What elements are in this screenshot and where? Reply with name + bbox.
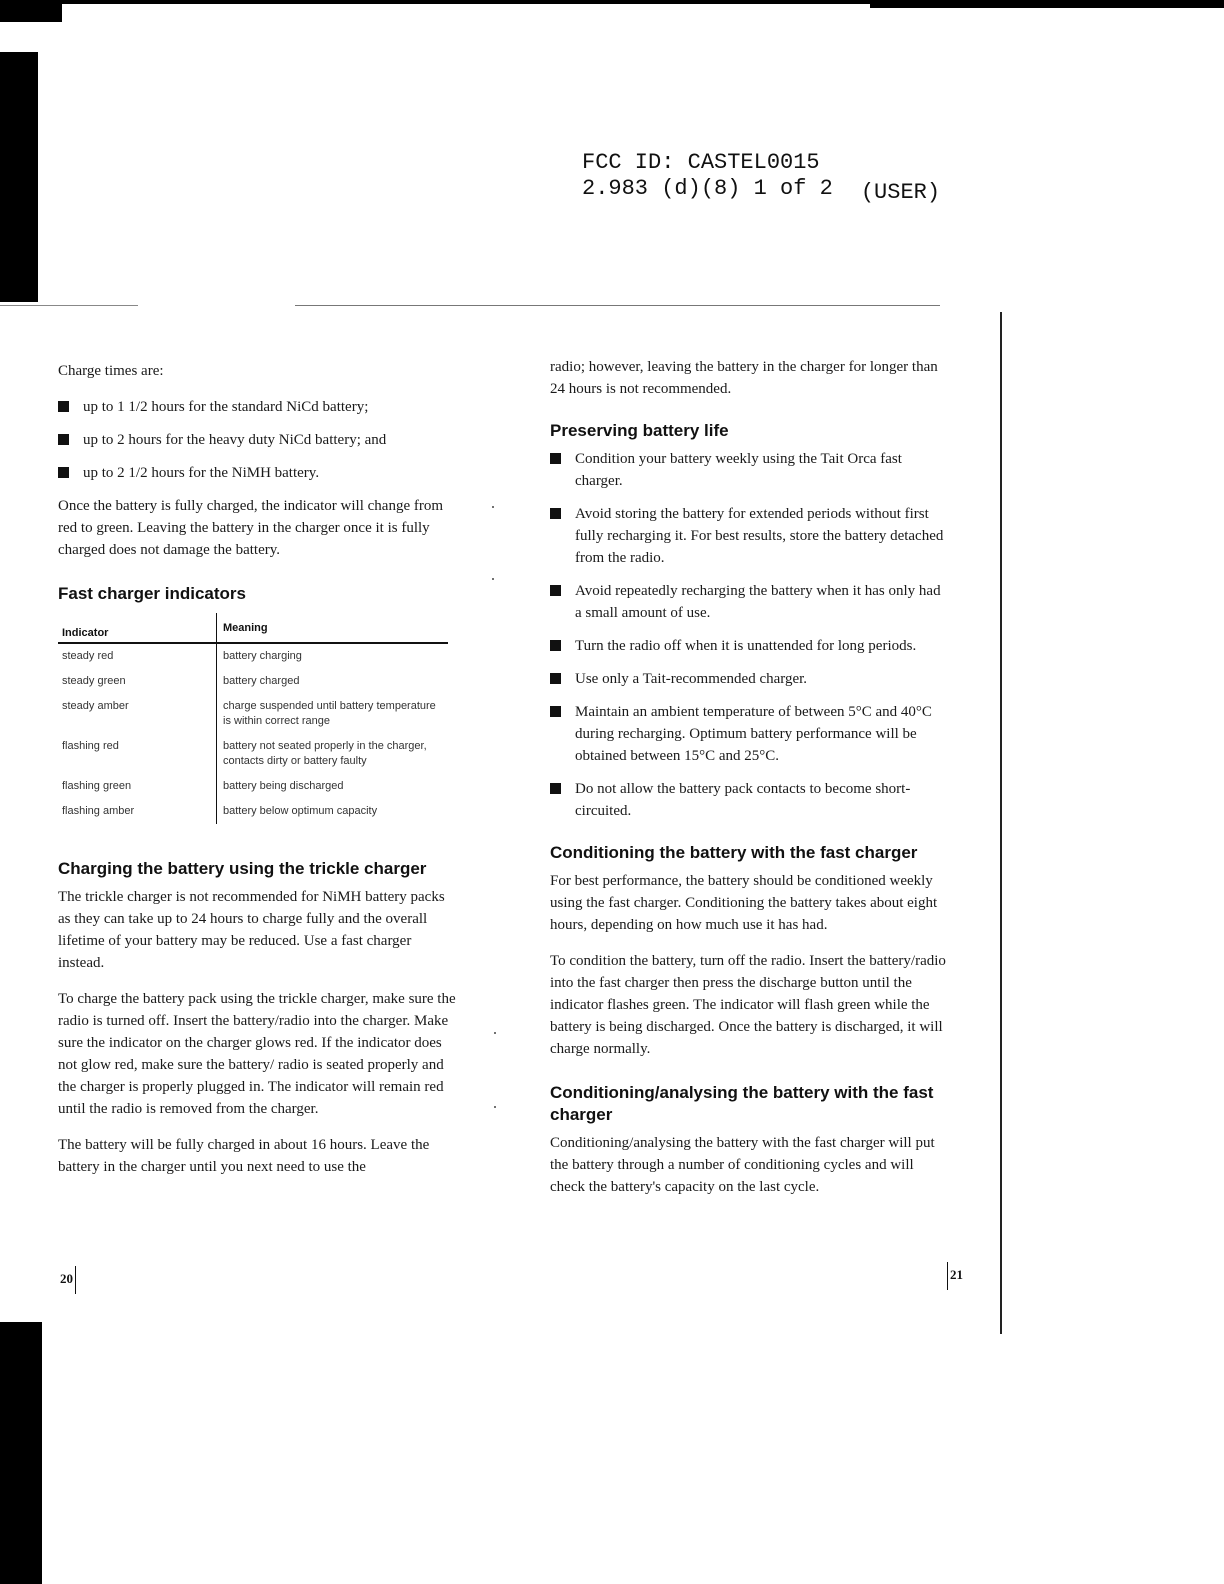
trickle-charger-heading: Charging the battery using the trickle charger xyxy=(58,859,427,878)
square-bullet-icon xyxy=(550,453,561,464)
meaning-cell: battery being discharged xyxy=(217,774,449,799)
column-header-meaning: Meaning xyxy=(217,613,449,643)
list-item-text: up to 1 1/2 hours for the standard NiCd battery; xyxy=(83,399,369,415)
column-header-indicator: Indicator xyxy=(58,613,217,643)
left-column xyxy=(58,360,458,1192)
square-bullet-icon xyxy=(550,585,561,596)
square-bullet-icon xyxy=(550,673,561,684)
after-charge-paragraph: Once the battery is fully charged, the indicator will change from red to green. Leaving the battery in the charger once it is fully charged does not damage the battery. xyxy=(58,498,444,558)
fcc-rule-line: 2.983 (d)(8) 1 of 2 xyxy=(582,176,833,201)
scan-rule-left xyxy=(0,305,138,306)
trickle-paragraph-3: The battery will be fully charged in about 16 hours. Leave the battery in the charger until you next need to use the xyxy=(58,1137,430,1175)
conditioning-paragraph-2: To condition the battery, turn off the radio. Insert the battery/radio into the fast charger then press the discharge button until the indicator flashes green. The indicator will flash green while the battery is being discharged. Once the battery is discharged, it will charge normally. xyxy=(550,953,946,1057)
indicator-cell: flashing amber xyxy=(62,805,135,817)
list-item-text: Avoid storing the battery for extended periods without first fully recharging it. For best results, store the battery detached from the radio. xyxy=(575,506,944,566)
scan-speck xyxy=(492,578,494,580)
conditioning-heading: Conditioning the battery with the fast charger xyxy=(550,843,918,862)
scan-speck xyxy=(494,1032,496,1034)
scan-speck xyxy=(492,506,494,508)
square-bullet-icon xyxy=(58,434,69,445)
page-right-edge xyxy=(1000,312,1002,1334)
list-item xyxy=(550,580,950,624)
preserving-battery-heading: Preserving battery life xyxy=(550,421,729,440)
conditioning-paragraph-1: For best performance, the battery should be conditioned weekly using the fast charger. Conditioning the battery takes about eight hours, depending on how much use it has had. xyxy=(550,873,938,933)
list-item xyxy=(58,462,458,484)
meaning-cell: battery charged xyxy=(217,669,449,694)
charge-times-intro: Charge times are: xyxy=(58,363,164,379)
page-top-rule xyxy=(295,305,940,306)
list-item-text: Avoid repeatedly recharging the battery when it has only had a small amount of use. xyxy=(575,583,941,621)
page-number-left-text: 20 xyxy=(60,1270,73,1286)
scan-edge-top-right xyxy=(870,0,1224,8)
scan-speck xyxy=(494,1106,496,1108)
indicator-cell: steady red xyxy=(62,650,114,662)
square-bullet-icon xyxy=(550,508,561,519)
list-item-text: Maintain an ambient temperature of between 5°C and 40°C during recharging. Optimum battery performance will be obtained between 15°C and 25°C. xyxy=(575,704,932,764)
table-row xyxy=(58,774,448,799)
indicator-cell: flashing red xyxy=(62,740,119,752)
table-row xyxy=(58,694,448,734)
page-number-right xyxy=(947,1262,963,1290)
analysing-paragraph-1: Conditioning/analysing the battery with the fast charger will put the battery through a number of conditioning cycles and will check the battery's capacity on the last cycle. xyxy=(550,1135,935,1195)
indicator-cell: steady amber xyxy=(62,700,129,712)
meaning-cell: charge suspended until battery temperature is within correct range xyxy=(217,694,449,734)
meaning-cell: battery below optimum capacity xyxy=(217,799,449,824)
right-column xyxy=(550,356,950,1212)
scan-edge-left-lower xyxy=(0,1322,42,1584)
list-item-text: Turn the radio off when it is unattended for long periods. xyxy=(575,638,917,654)
list-item-text: up to 2 1/2 hours for the NiMH battery. xyxy=(83,465,320,481)
analysing-heading: Conditioning/analysing the battery with the fast charger xyxy=(550,1083,934,1124)
trickle-paragraph-1: The trickle charger is not recommended for NiMH battery packs as they can take up to 24 hours to charge fully and the overall lifetime of your battery may be reduced. Use a fast charger instead. xyxy=(58,889,445,971)
list-item xyxy=(550,448,950,492)
square-bullet-icon xyxy=(58,401,69,412)
scan-edge-left-upper xyxy=(0,52,38,302)
fast-charger-indicators-heading: Fast charger indicators xyxy=(58,584,247,603)
page-number-right-text: 21 xyxy=(950,1266,963,1282)
list-item xyxy=(550,503,950,569)
indicator-cell: steady green xyxy=(62,675,126,687)
fcc-stamp xyxy=(582,150,941,205)
charge-times-list xyxy=(58,396,458,484)
fcc-user-tag: (USER) xyxy=(860,180,941,205)
fcc-id-line: FCC ID: CASTEL0015 xyxy=(582,150,820,175)
list-item xyxy=(550,635,950,657)
list-item xyxy=(550,668,950,690)
page-number-rule xyxy=(947,1262,948,1290)
table-row xyxy=(58,643,448,669)
square-bullet-icon xyxy=(58,467,69,478)
list-item-text: up to 2 hours for the heavy duty NiCd battery; and xyxy=(83,432,387,448)
continued-paragraph: radio; however, leaving the battery in the charger for longer than 24 hours is not recommended. xyxy=(550,359,938,397)
table-header-row xyxy=(58,613,448,643)
list-item xyxy=(550,701,950,767)
indicator-table xyxy=(58,613,448,824)
square-bullet-icon xyxy=(550,640,561,651)
list-item-text: Use only a Tait-recommended charger. xyxy=(575,671,808,687)
preserving-list xyxy=(550,448,950,822)
list-item-text: Condition your battery weekly using the Tait Orca fast charger. xyxy=(575,451,902,489)
list-item-text: Do not allow the battery pack contacts to become short-circuited. xyxy=(575,781,911,819)
meaning-cell: battery charging xyxy=(217,643,449,669)
list-item xyxy=(58,429,458,451)
table-row xyxy=(58,734,448,774)
square-bullet-icon xyxy=(550,783,561,794)
page-number-left xyxy=(60,1266,76,1294)
list-item xyxy=(58,396,458,418)
indicator-cell: flashing green xyxy=(62,780,132,792)
table-row xyxy=(58,669,448,694)
meaning-cell: battery not seated properly in the charger, contacts dirty or battery faulty xyxy=(217,734,449,774)
table-row xyxy=(58,799,448,824)
list-item xyxy=(550,778,950,822)
page-number-rule xyxy=(75,1266,76,1294)
square-bullet-icon xyxy=(550,706,561,717)
trickle-paragraph-2: To charge the battery pack using the trickle charger, make sure the radio is turned off. Insert the battery/radio into the charger. Make sure the indicator on the charger glows red. If the indicator does not glow red, make sure the battery/ radio is seated properly and the charger is properly plugged in. The indicator will remain red until the radio is removed from the charger. xyxy=(58,991,456,1117)
